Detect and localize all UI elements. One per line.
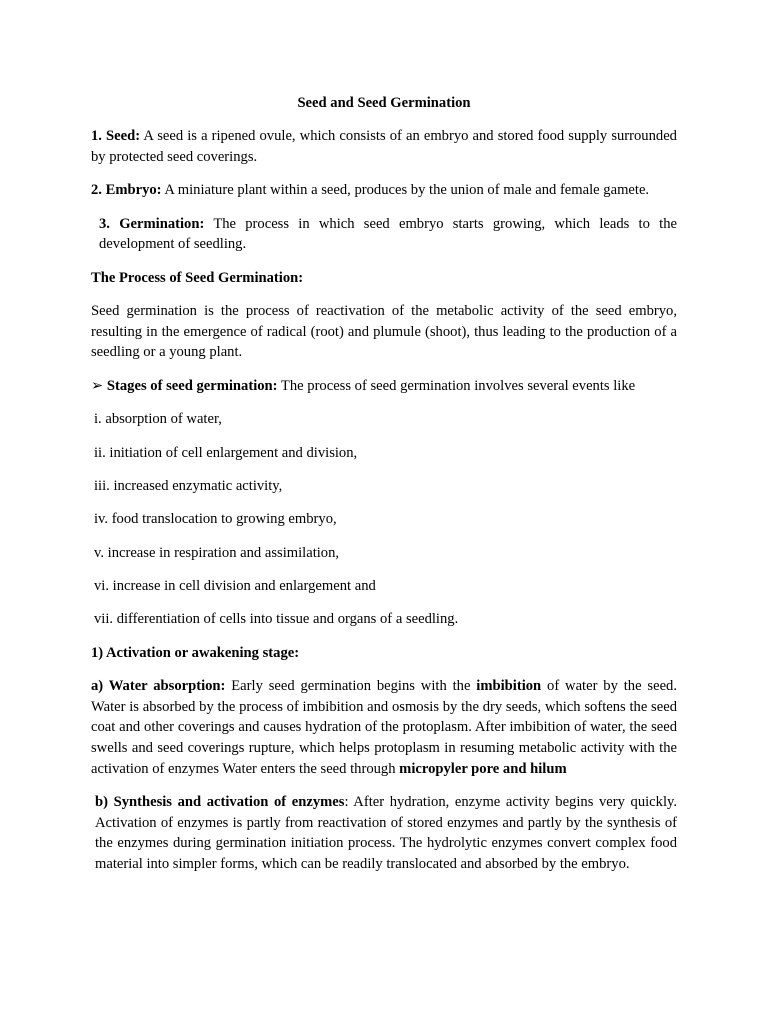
paragraph-text: : After hydration, enzyme activity begins very quickly. Activation of enzymes is partly from reactivation of stored enzymes and partly by the synthesis of the enzymes during germination initiation process. The hydrolytic enzymes convert complex food material into simpler forms, which can be readily translocated and absorbed by the embryo. [95, 794, 678, 872]
process-paragraph: Seed germination is the process of reactivation of the metabolic activity of the seed embryo, resulting in the emergence of radical (root) and plumule (shoot), thus leading to the production of a seedling or a young plant. [91, 303, 677, 361]
list-item: iii. increased enzymatic activity, [94, 477, 283, 494]
paragraph-text: Early seed germination begins with the [225, 678, 477, 695]
stages-paragraph [91, 376, 677, 397]
definition-text: A seed is a ripened ovule, which consists of an embryo and stored food supply surrounded by protected seed coverings. [91, 128, 677, 165]
paragraph-text: of water by the seed. Water is absorbed by the process of imbibition and osmosis by the dry seeds, which softens the seed coat and other coverings and causes hydration of the protoplasm. After imbibition of water, the seed swells and seed coverings rupture, which helps protoplasm in resuming metabolic activity with the activation of enzymes Water enters the seed through [91, 678, 678, 777]
definition-text: The process in which seed embryo starts growing, which leads to the development of seedling. [99, 215, 677, 253]
process-heading: The Process of Seed Germination: [91, 269, 304, 286]
list-item: v. increase in respiration and assimilation, [94, 544, 340, 561]
definition-seed [91, 126, 677, 167]
definition-label: 2. Embryo: [91, 182, 162, 199]
definition-germination [91, 214, 677, 255]
enzymes-paragraph [91, 792, 677, 874]
water-absorption-label: a) Water absorption: [91, 678, 226, 695]
arrow-bullet-icon: ➢ [91, 377, 107, 394]
list-item: i. absorption of water, [94, 411, 222, 428]
list-item: vii. differentiation of cells into tissue and organs of a seedling. [94, 611, 459, 628]
enzymes-label: b) Synthesis and activation of enzymes [95, 794, 345, 810]
list-item: iv. food translocation to growing embryo, [94, 511, 337, 528]
definition-embryo [91, 180, 677, 201]
activation-heading: 1) Activation or awakening stage: [91, 644, 300, 661]
imbibition-term: imbibition [476, 678, 542, 695]
document-title: Seed and Seed Germination [297, 95, 471, 111]
definition-text: A miniature plant within a seed, produces by the union of male and female gamete. [161, 182, 650, 199]
definition-label: 3. Germination: [99, 215, 205, 232]
stages-label: Stages of seed germination: [106, 377, 278, 394]
definition-label: 1. Seed: [91, 128, 141, 145]
document-page [91, 93, 677, 887]
list-item: vi. increase in cell division and enlargement and [94, 578, 376, 595]
events-list [91, 409, 677, 630]
stages-text: The process of seed germination involves several events like [277, 377, 636, 394]
micropyle-term: micropyler pore and hilum [399, 760, 567, 777]
list-item: ii. initiation of cell enlargement and division, [94, 444, 358, 461]
water-absorption-paragraph [91, 676, 677, 779]
